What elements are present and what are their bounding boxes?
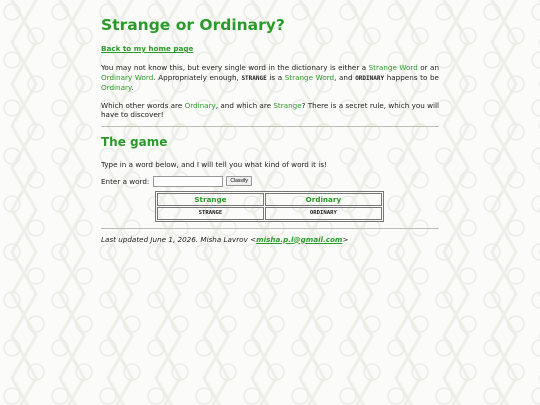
last-updated-text: Last updated June 1, 2026. Misha Lavrov < <box>101 234 257 244</box>
page-title: Strange or Ordinary? <box>101 16 285 34</box>
email-link[interactable]: misha.p.l@gmail.com <box>256 234 343 244</box>
strange-column-header: Strange <box>157 193 264 206</box>
intro-text: ? There is a secret rule, which you will have to discover! <box>101 100 439 120</box>
intro-text: , and <box>334 72 356 82</box>
ordinary-link-2[interactable]: Ordinary <box>184 100 216 110</box>
word-input-label: Enter a word: <box>101 176 150 186</box>
page-content <box>101 14 439 245</box>
divider <box>101 126 439 127</box>
strange-example: STRANGE <box>241 74 267 82</box>
intro-text: , and which are <box>215 100 274 110</box>
classify-form <box>101 176 439 187</box>
strange-word-link-2[interactable]: Strange Word <box>284 72 335 82</box>
divider <box>101 228 439 229</box>
ordinary-cell: ORDINARY <box>265 207 382 220</box>
strange-word-link[interactable]: Strange Word <box>368 63 418 72</box>
intro-text: Which other words are <box>101 100 185 110</box>
intro-text: happens to be <box>384 72 439 82</box>
game-heading: The game <box>101 134 168 149</box>
footer <box>101 235 439 245</box>
game-instructions: Type in a word below, and I will tell you what kind of word it is! <box>101 159 327 169</box>
intro-text: You may not know this, but every single word in the dictionary is either a <box>101 63 369 72</box>
classify-button[interactable]: Classify <box>226 176 252 186</box>
results-header-row <box>157 193 382 206</box>
intro-text: . <box>131 83 134 93</box>
ordinary-example: ORDINARY <box>355 74 385 82</box>
home-page-link[interactable]: Back to my home page <box>101 44 194 53</box>
strange-link-2[interactable]: Strange <box>273 100 302 110</box>
intro-text: or an <box>417 63 439 72</box>
word-input[interactable] <box>153 176 223 187</box>
footer-close: > <box>342 234 349 244</box>
intro-paragraph-2 <box>101 101 439 120</box>
intro-text: is a <box>266 72 285 82</box>
table-row <box>157 207 382 220</box>
ordinary-column-header: Ordinary <box>265 193 382 206</box>
ordinary-word-link[interactable]: Ordinary Word <box>101 72 154 82</box>
strange-cell: STRANGE <box>157 207 264 220</box>
ordinary-link[interactable]: Ordinary <box>101 83 132 93</box>
results-table <box>155 191 384 222</box>
intro-text: . Appropriately enough, <box>153 72 242 82</box>
intro-paragraph-1 <box>101 63 439 93</box>
